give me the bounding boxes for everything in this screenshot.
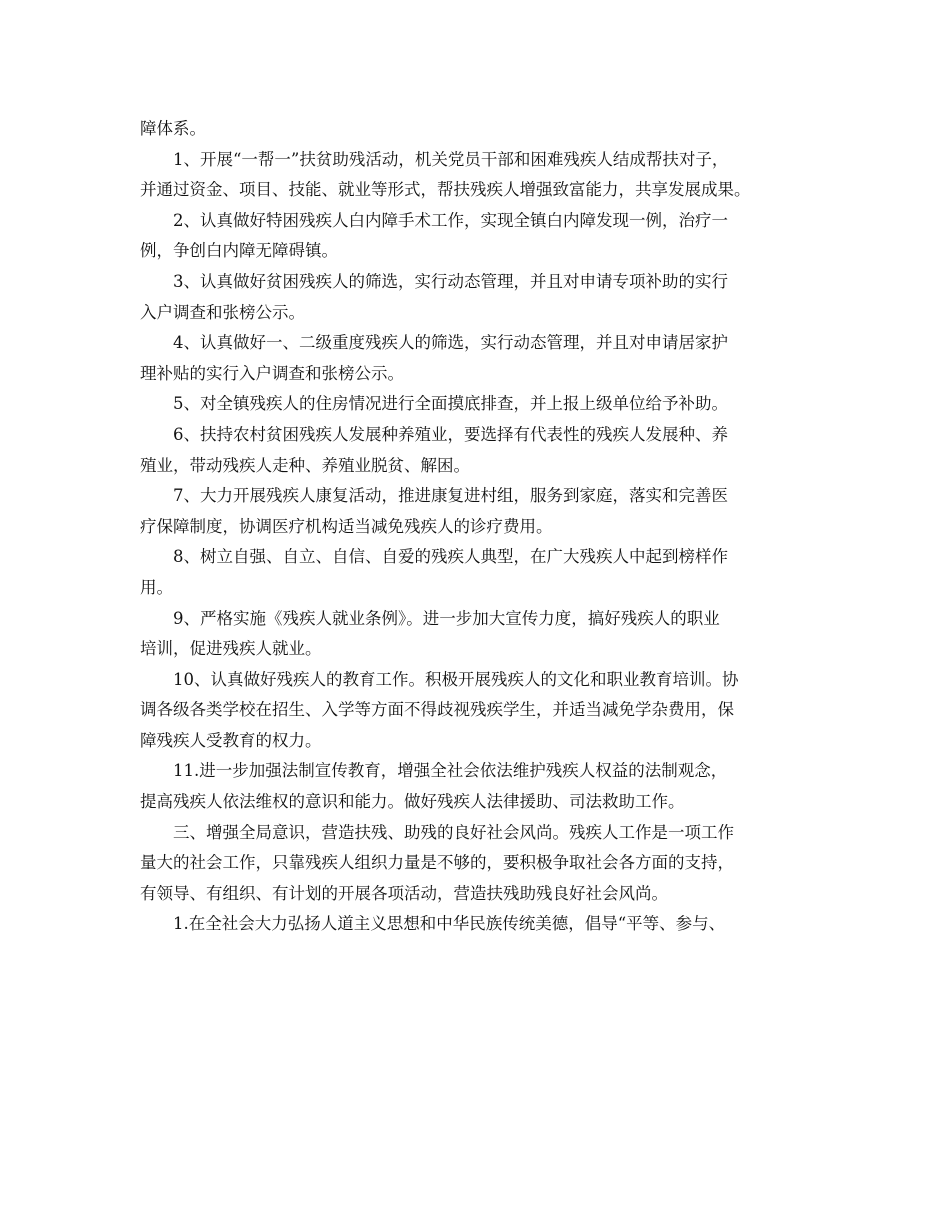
text-line: 2、认真做好特困残疾人白内障手术工作，实现全镇白内障发现一例，治疗一 — [173, 210, 728, 230]
text-line: 3、认真做好贫困残疾人的筛选，实行动态管理，并且对申请专项补助的实行 — [173, 271, 728, 291]
text-line: 5、对全镇残疾人的住房情况进行全面摸底排查，并上报上级单位给予补助。 — [173, 394, 728, 414]
text-line: 用。 — [140, 577, 173, 597]
text-line: 有领导、有组织、有计划的开展各项活动，营造扶残助残良好社会风尚。 — [140, 883, 668, 903]
document-body — [140, 114, 830, 940]
text-line: 障体系。 — [140, 119, 206, 138]
text-line: 1.在全社会大力弘扬人道主义思想和中华民族传统美德，倡导“平等、参与、 — [173, 914, 726, 934]
text-line: 调各级各类学校在招生、入学等方面不得歧视残疾学生，并适当减免学杂费用，保 — [140, 700, 734, 720]
text-line: 8、树立自强、自立、自信、自爱的残疾人典型，在广大残疾人中起到榜样作 — [173, 547, 728, 567]
text-line: 疗保障制度，协调医疗机构适当减免残疾人的诊疗费用。 — [140, 516, 553, 536]
text-line: 三、增强全局意识，营造扶残、助残的良好社会风尚。残疾人工作是一项工作 — [173, 822, 734, 842]
text-line: 提高残疾人依法维权的意识和能力。做好残疾人法律援助、司法救助工作。 — [140, 792, 685, 812]
text-line: 11.进一步加强法制宣传教育，增强全社会依法维护残疾人权益的法制观念， — [173, 761, 728, 781]
text-line: 9、严格实施《残疾人就业条例》。进一步加大宣传力度，搞好残疾人的职业 — [173, 608, 720, 628]
text-line: 入户调查和张榜公示。 — [140, 302, 305, 322]
text-line: 培训，促进残疾人就业。 — [140, 639, 322, 659]
text-line: 6、扶持农村贫困残疾人发展种养殖业，要选择有代表性的残疾人发展种、养 — [173, 424, 728, 444]
text-line: 障残疾人受教育的权力。 — [140, 730, 322, 750]
text-line: 理补贴的实行入户调查和张榜公示。 — [140, 363, 404, 383]
text-line: 1、开展“一帮一”扶贫助残活动，机关党员干部和困难残疾人结成帮扶对子， — [173, 149, 729, 169]
text-line: 量大的社会工作，只靠残疾人组织力量是不够的，要积极争取社会各方面的支持， — [140, 853, 734, 873]
text-line: 并通过资金、项目、技能、就业等形式，帮扶残疾人增强致富能力，共享发展成果。 — [140, 180, 751, 200]
text-line: 例，争创白内障无障碍镇。 — [140, 241, 338, 261]
text-line: 7、大力开展残疾人康复活动，推进康复进村组，服务到家庭，落实和完善医 — [173, 486, 728, 506]
text-line: 10、认真做好残疾人的教育工作。积极开展残疾人的文化和职业教育培训。协 — [173, 669, 739, 689]
text-line: 4、认真做好一、二级重度残疾人的筛选，实行动态管理，并且对申请居家护 — [173, 333, 728, 353]
text-line: 殖业，带动残疾人走种、养殖业脱贫、解困。 — [140, 455, 470, 475]
